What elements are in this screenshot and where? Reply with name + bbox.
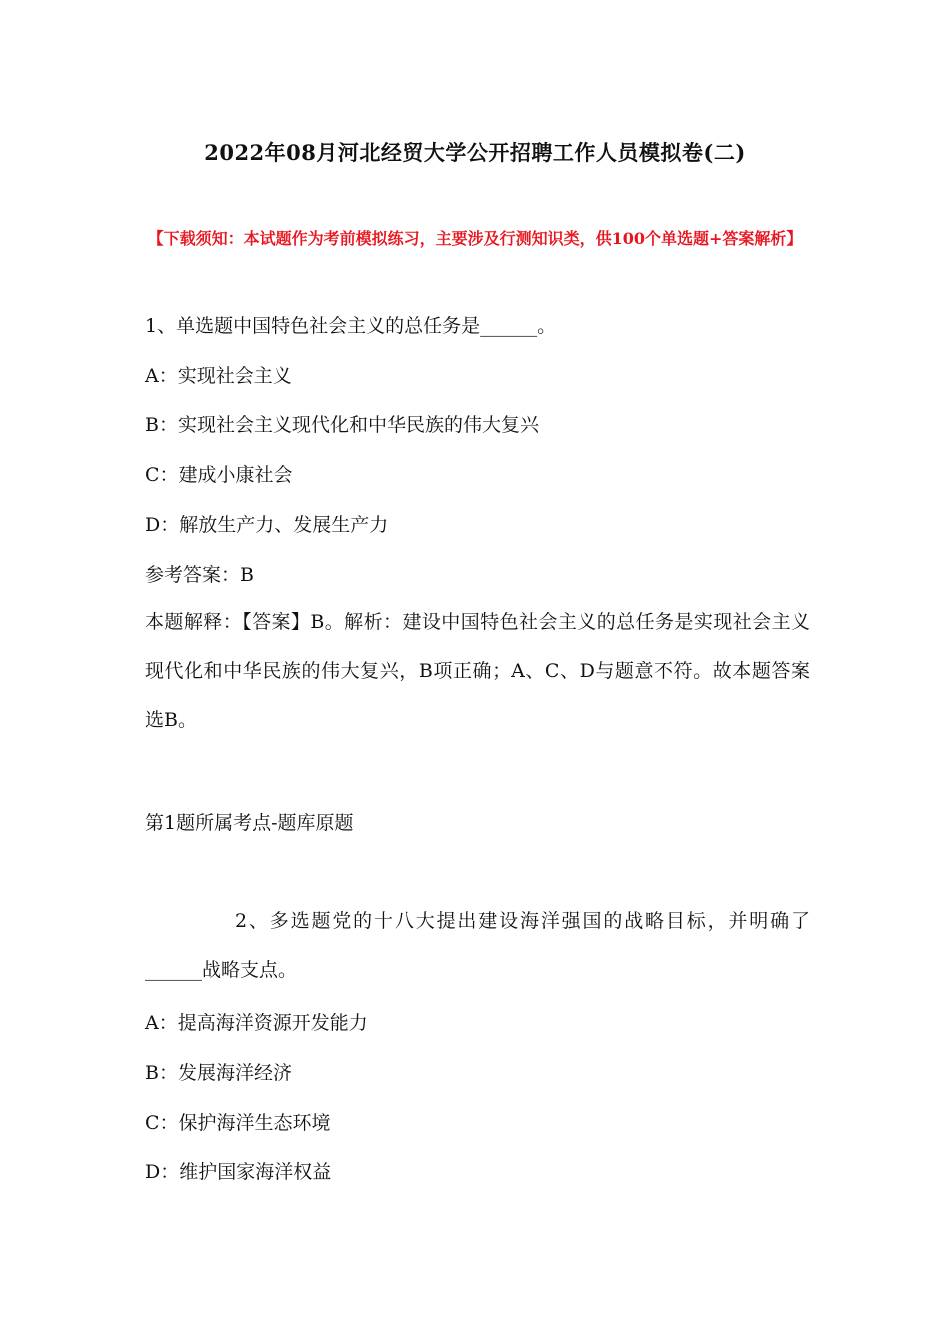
document-title: 2022年08月河北经贸大学公开招聘工作人员模拟卷(二) [204, 140, 746, 165]
question-1-option-c: C：建成小康社会 [145, 464, 293, 486]
question-2-stem: 2、多选题党的十八大提出建设海洋强国的战略目标，并明确了______战略支点。 [145, 910, 810, 981]
question-2-option-a: A：提高海洋资源开发能力 [145, 1012, 368, 1034]
download-notice: 【下载须知：本试题作为考前模拟练习，主要涉及行测知识类，供100个单选题+答案解析】 [147, 229, 803, 248]
question-2-option-d: D：维护国家海洋权益 [145, 1161, 332, 1183]
question-1-option-a: A：实现社会主义 [145, 365, 292, 387]
question-1-explanation: 本题解释：【答案】B。解析：建设中国特色社会主义的总任务是实现社会主义现代化和中华民族的伟大复兴，B项正确；A、C、D与题意不符。故本题答案选B。 [145, 611, 810, 731]
question-2-option-b: B：发展海洋经济 [145, 1062, 292, 1084]
question-1-option-b: B：实现社会主义现代化和中华民族的伟大复兴 [145, 414, 539, 436]
question-1-source: 第1题所属考点-题库原题 [145, 812, 354, 834]
question-1-stem: 1、单选题中国特色社会主义的总任务是______。 [145, 315, 557, 337]
question-1-option-d: D：解放生产力、发展生产力 [145, 514, 389, 536]
question-1-answer: 参考答案：B [145, 564, 254, 586]
question-2-option-c: C：保护海洋生态环境 [145, 1112, 331, 1134]
